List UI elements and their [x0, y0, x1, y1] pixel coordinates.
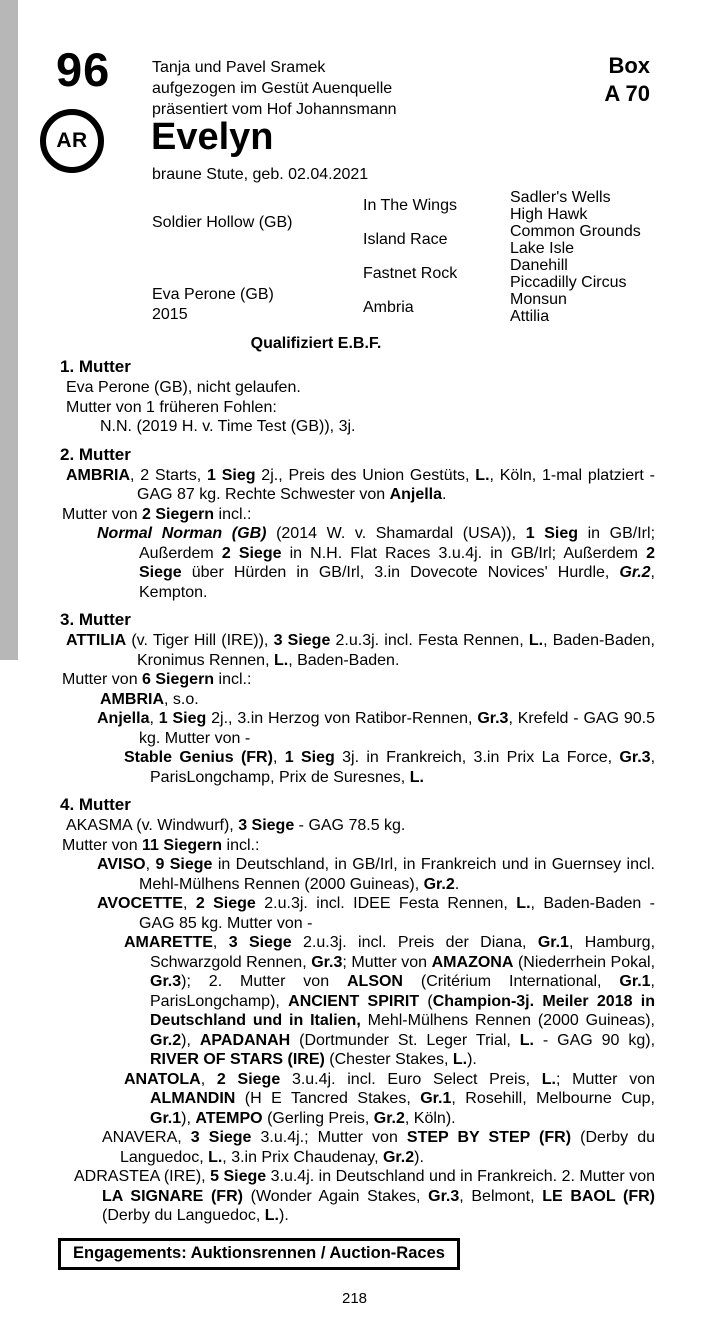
pedigree-paragraph: Mutter von 11 Siegern incl.: [62, 836, 260, 854]
section-heading: 1. Mutter [60, 357, 131, 376]
pedigree-paragraph: ATTILIA (v. Tiger Hill (IRE)), 3 Siege 2.u.3j. incl. Festa Rennen, L., Baden-Baden, Kronimus Rennen, L., Baden-Baden. [66, 632, 656, 669]
brand-initials: AR [56, 129, 88, 152]
consignor-line: Tanja und Pavel Sramek [152, 59, 326, 76]
pedigree-paragraph: Mutter von 1 früheren Fohlen: [66, 398, 277, 416]
pedigree-paragraph: ADRASTEA (IRE), 5 Siege 3.u.4j. in Deutschland und in Frankreich. 2. Mutter von LA SIGNARE (FR) (Wonder Again Stakes, Gr.3, Belmont, LE BAOL (FR) (Derby du Languedoc, L.). [74, 1168, 656, 1224]
pedigree-paragraph: Normal Norman (GB) (2014 W. v. Shamardal (USA)), 1 Sieg in GB/Irl; Außerdem 2 Siege in N.H. Flat Races 3.u.4j. in GB/Irl; Außerdem 2 Siege über Hürden in GB/Irl, 3.in Dovecote Novices' Hurdle, Gr.2, Kempton. [97, 525, 656, 601]
pedigree-dam [152, 285, 363, 325]
family-sections [0, 356, 709, 1233]
pedigree-granddam: Island Race [363, 231, 448, 248]
pedigree-ancestor: Attilia [510, 308, 550, 325]
box-label: Box [608, 53, 650, 78]
pedigree-ancestor: Piccadilly Circus [510, 274, 627, 291]
pedigree-paragraph: ANAVERA, 3 Siege 3.u.4j.; Mutter von STEP BY STEP (FR) (Derby du Languedoc, L., 3.in Prix Chaudenay, Gr.2). [102, 1129, 655, 1166]
qualification-note: Qualifiziert E.B.F. [250, 335, 382, 352]
horse-description: braune Stute, geb. 02.04.2021 [152, 166, 369, 183]
pedigree-paragraph: ANATOLA, 2 Siege 3.u.4j. incl. Euro Select Preis, L.; Mutter von ALMANDIN (H E Tancred Stakes, Gr.1, Rosehill, Melbourne Cup, Gr.1), ATEMPO (Gerling Preis, Gr.2, Köln). [124, 1070, 656, 1127]
pedigree-sire: Soldier Hollow (GB) [152, 214, 293, 231]
ar-brand-emblem [40, 109, 104, 173]
pedigree-paragraph: AMBRIA, s.o. [100, 690, 199, 708]
pedigree-ancestor: High Hawk [510, 206, 588, 223]
engagements-text: Engagements: Auktionsrennen / Auction-Races [73, 1244, 445, 1262]
engagements-box [58, 1238, 460, 1270]
pedigree-ancestor: Monsun [510, 291, 567, 308]
section-heading: 4. Mutter [60, 795, 131, 814]
pedigree-paragraph: Stable Genius (FR), 1 Sieg 3j. in Frankreich, 3.in Prix La Force, Gr.3, ParisLongchamp, Prix de Suresnes, L. [124, 749, 656, 786]
pedigree-paragraph: Eva Perone (GB), nicht gelaufen. [66, 379, 301, 396]
pedigree-ancestor: Common Grounds [510, 223, 641, 240]
pedigree-paragraph: Anjella, 1 Sieg 2j., 3.in Herzog von Ratibor-Rennen, Gr.3, Krefeld - GAG 90.5 kg. Mutter von - [97, 710, 656, 747]
pedigree-grandsire: Fastnet Rock [363, 265, 458, 282]
pedigree-paragraph: Mutter von 6 Siegern incl.: [62, 671, 252, 688]
family-section [62, 609, 655, 787]
pedigree-dam-name: Eva Perone (GB) [152, 286, 274, 303]
pedigree-paragraph: AKASMA (v. Windwurf), 3 Siege - GAG 78.5 kg. [66, 817, 406, 834]
pedigree-ancestor: Lake Isle [510, 240, 575, 257]
family-section [62, 794, 655, 1226]
consignor-block [152, 57, 397, 120]
horse-name: Evelyn [151, 116, 274, 158]
pedigree-ancestor: Danehill [510, 257, 568, 274]
box-info [604, 52, 650, 108]
pedigree-paragraph: Mutter von 2 Siegern incl.: [62, 505, 252, 523]
pedigree-granddam: Ambria [363, 299, 414, 316]
consignor-line: präsentiert vom Hof Johannsmann [152, 101, 397, 118]
page-number: 218 [341, 1290, 368, 1307]
pedigree-dam-year: 2015 [152, 306, 188, 323]
pedigree-table [152, 189, 655, 325]
pedigree-paragraph: AVOCETTE, 2 Siege 2.u.3j. incl. IDEE Festa Rennen, L., Baden-Baden - GAG 85 kg. Mutter von - [97, 895, 656, 932]
family-section [62, 444, 655, 603]
box-number: A 70 [604, 81, 650, 106]
section-heading: 3. Mutter [60, 610, 131, 629]
consignor-line: aufgezogen im Gestüt Auenquelle [152, 80, 393, 97]
pedigree-paragraph: N.N. (2019 H. v. Time Test (GB)), 3j. [100, 418, 356, 435]
pedigree-grandsire: In The Wings [363, 197, 457, 214]
lot-number: 96 [56, 43, 111, 96]
family-section [62, 356, 655, 437]
pedigree-paragraph: AMARETTE, 3 Siege 2.u.3j. incl. Preis der Diana, Gr.1, Hamburg, Schwarzgold Rennen, Gr.3; Mutter von AMAZONA (Niederrhein Pokal, Gr.3); 2. Mutter von ALSON (Critérium International, Gr.1, ParisLongchamp), ANCIENT SPIRIT (Champion-3j. Meiler 2018 in Deutschland und in Italien, Mehl-Mülhens Rennen (2000 Guineas), Gr.2), APADANAH (Dortmunder St. Leger Trial, L. - GAG 90 kg), RIVER OF STARS (IRE) (Chester Stakes, L.). [124, 934, 656, 1068]
pedigree-ancestor: Sadler's Wells [510, 189, 611, 206]
pedigree-paragraph: AVISO, 9 Siege in Deutschland, in GB/Irl, in Frankreich und in Guernsey incl. Mehl-Mülhens Rennen (2000 Guineas), Gr.2. [97, 856, 656, 893]
pedigree-paragraph: AMBRIA, 2 Starts, 1 Sieg 2j., Preis des Union Gestüts, L., Köln, 1-mal platziert - GAG 87 kg. Rechte Schwester von Anjella. [66, 466, 655, 503]
section-heading: 2. Mutter [60, 444, 131, 464]
